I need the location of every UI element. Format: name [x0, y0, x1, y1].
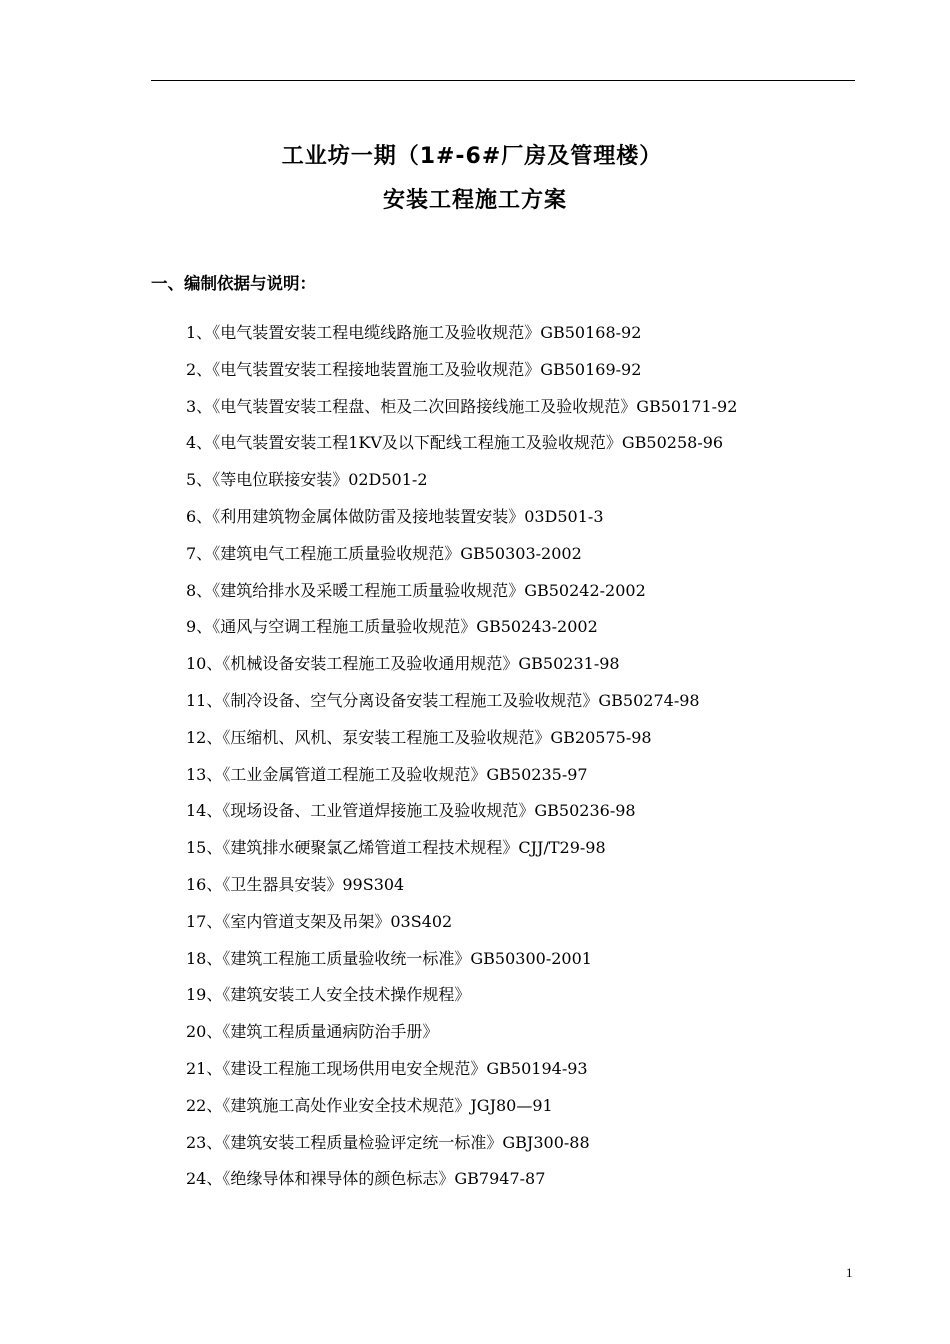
list-item: [186, 651, 737, 688]
list-item: [186, 1019, 737, 1056]
reference-list: [186, 320, 737, 1203]
list-item: [186, 1166, 737, 1203]
list-item: [186, 430, 737, 467]
list-item-text: 《卫生器具安装》99S304: [222, 874, 405, 894]
list-item-text: 《建筑工程质量通病防治手册》: [222, 1022, 439, 1042]
header-rule: [151, 80, 855, 81]
list-item: [186, 578, 737, 615]
list-item-text: 《工业金属管道工程施工及验收规范》GB50235-97: [222, 764, 588, 784]
list-item: [186, 872, 737, 909]
list-item: [186, 1130, 737, 1167]
list-item-number: 5、: [186, 470, 213, 490]
list-item-text: 《建筑安装工人安全技术操作规程》: [222, 985, 471, 1005]
list-item: [186, 946, 737, 983]
list-item-number: 1、: [186, 323, 213, 342]
list-item-text: 《电气装置安装工程接地装置施工及验收规范》GB50169-92: [212, 359, 642, 379]
list-item-text: 《建筑施工高处作业安全技术规范》JGJ80—91: [222, 1095, 553, 1115]
list-item-number: 17、: [186, 911, 223, 931]
list-item-number: 19、: [186, 985, 223, 1005]
list-item-number: 24、: [186, 1169, 223, 1189]
list-item-text: 《建设工程施工现场供用电安全规范》GB50194-93: [222, 1058, 588, 1078]
list-item-number: 23、: [186, 1132, 223, 1152]
list-item-number: 16、: [186, 874, 223, 894]
list-item: [186, 504, 737, 541]
list-item-number: 21、: [186, 1058, 223, 1078]
list-item-number: 7、: [186, 543, 213, 563]
list-item-number: 9、: [186, 617, 213, 637]
list-item-text: 《建筑给排水及采暖工程施工质量验收规范》GB50242-2002: [212, 580, 646, 600]
list-item-number: 18、: [186, 948, 223, 968]
list-item-number: 13、: [186, 764, 223, 784]
list-item-number: 3、: [186, 396, 213, 416]
list-item-text: 《利用建筑物金属体做防雷及接地装置安装》03D501-3: [212, 506, 604, 526]
list-item-text: 《建筑排水硬聚氯乙烯管道工程技术规程》CJJ/T29-98: [222, 838, 606, 858]
list-item: [186, 467, 737, 504]
list-item-text: 《机械设备安装工程施工及验收通用规范》GB50231-98: [222, 654, 620, 674]
list-item-text: 《压缩机、风机、泵安装工程施工及验收规范》GB20575-98: [222, 727, 652, 747]
list-item: [186, 725, 737, 762]
list-item: [186, 541, 737, 578]
list-item-number: 12、: [186, 727, 223, 747]
list-item: [186, 688, 737, 725]
list-item: [186, 982, 737, 1019]
list-item-number: 15、: [186, 838, 223, 858]
list-item: [186, 835, 737, 872]
list-item-text: 《室内管道支架及吊架》03S402: [222, 911, 453, 931]
list-item: [186, 357, 737, 394]
list-item-number: 8、: [186, 580, 213, 600]
list-item-text: 《现场设备、工业管道焊接施工及验收规范》GB50236-98: [222, 801, 636, 821]
list-item: [186, 394, 737, 431]
list-item-number: 22、: [186, 1095, 223, 1115]
list-item: [186, 762, 737, 799]
list-item: [186, 320, 737, 357]
document-title: 工业坊一期（1#-6#厂房及管理楼）: [281, 144, 663, 169]
list-item-text: 《绝缘导体和裸导体的颜色标志》GB7947-87: [222, 1169, 546, 1189]
list-item-text: 《电气装置安装工程盘、柜及二次回路接线施工及验收规范》GB50171-92: [212, 396, 738, 416]
list-item-text: 《建筑电气工程施工质量验收规范》GB50303-2002: [212, 543, 582, 563]
list-item: [186, 798, 737, 835]
list-item-text: 《通风与空调工程施工质量验收规范》GB50243-2002: [212, 617, 598, 637]
list-item-number: 4、: [186, 433, 213, 453]
section-heading: 一、编制依据与说明：: [151, 274, 316, 293]
list-item-text: 《建筑安装工程质量检验评定统一标准》GBJ300-88: [222, 1132, 590, 1152]
list-item: [186, 909, 737, 946]
list-item-number: 14、: [186, 801, 223, 821]
list-item: [186, 614, 737, 651]
list-item-number: 11、: [186, 690, 223, 710]
list-item-text: 《建筑工程施工质量验收统一标准》GB50300-2001: [222, 948, 592, 968]
list-item-number: 20、: [186, 1022, 223, 1042]
document-subtitle: 安装工程施工方案: [382, 188, 567, 213]
list-item-number: 6、: [186, 506, 213, 526]
list-item-number: 2、: [186, 359, 213, 379]
list-item-text: 《等电位联接安装》02D501-2: [212, 470, 428, 490]
list-item: [186, 1056, 737, 1093]
list-item-text: 《电气装置安装工程电缆线路施工及验收规范》GB50168-92: [212, 323, 642, 342]
list-item-number: 10、: [186, 654, 223, 674]
list-item-text: 《制冷设备、空气分离设备安装工程施工及验收规范》GB50274-98: [222, 690, 700, 710]
list-item: [186, 1093, 737, 1130]
page-number: 1: [846, 1265, 853, 1280]
list-item-text: 《电气装置安装工程1KV及以下配线工程施工及验收规范》GB50258-96: [212, 433, 724, 453]
